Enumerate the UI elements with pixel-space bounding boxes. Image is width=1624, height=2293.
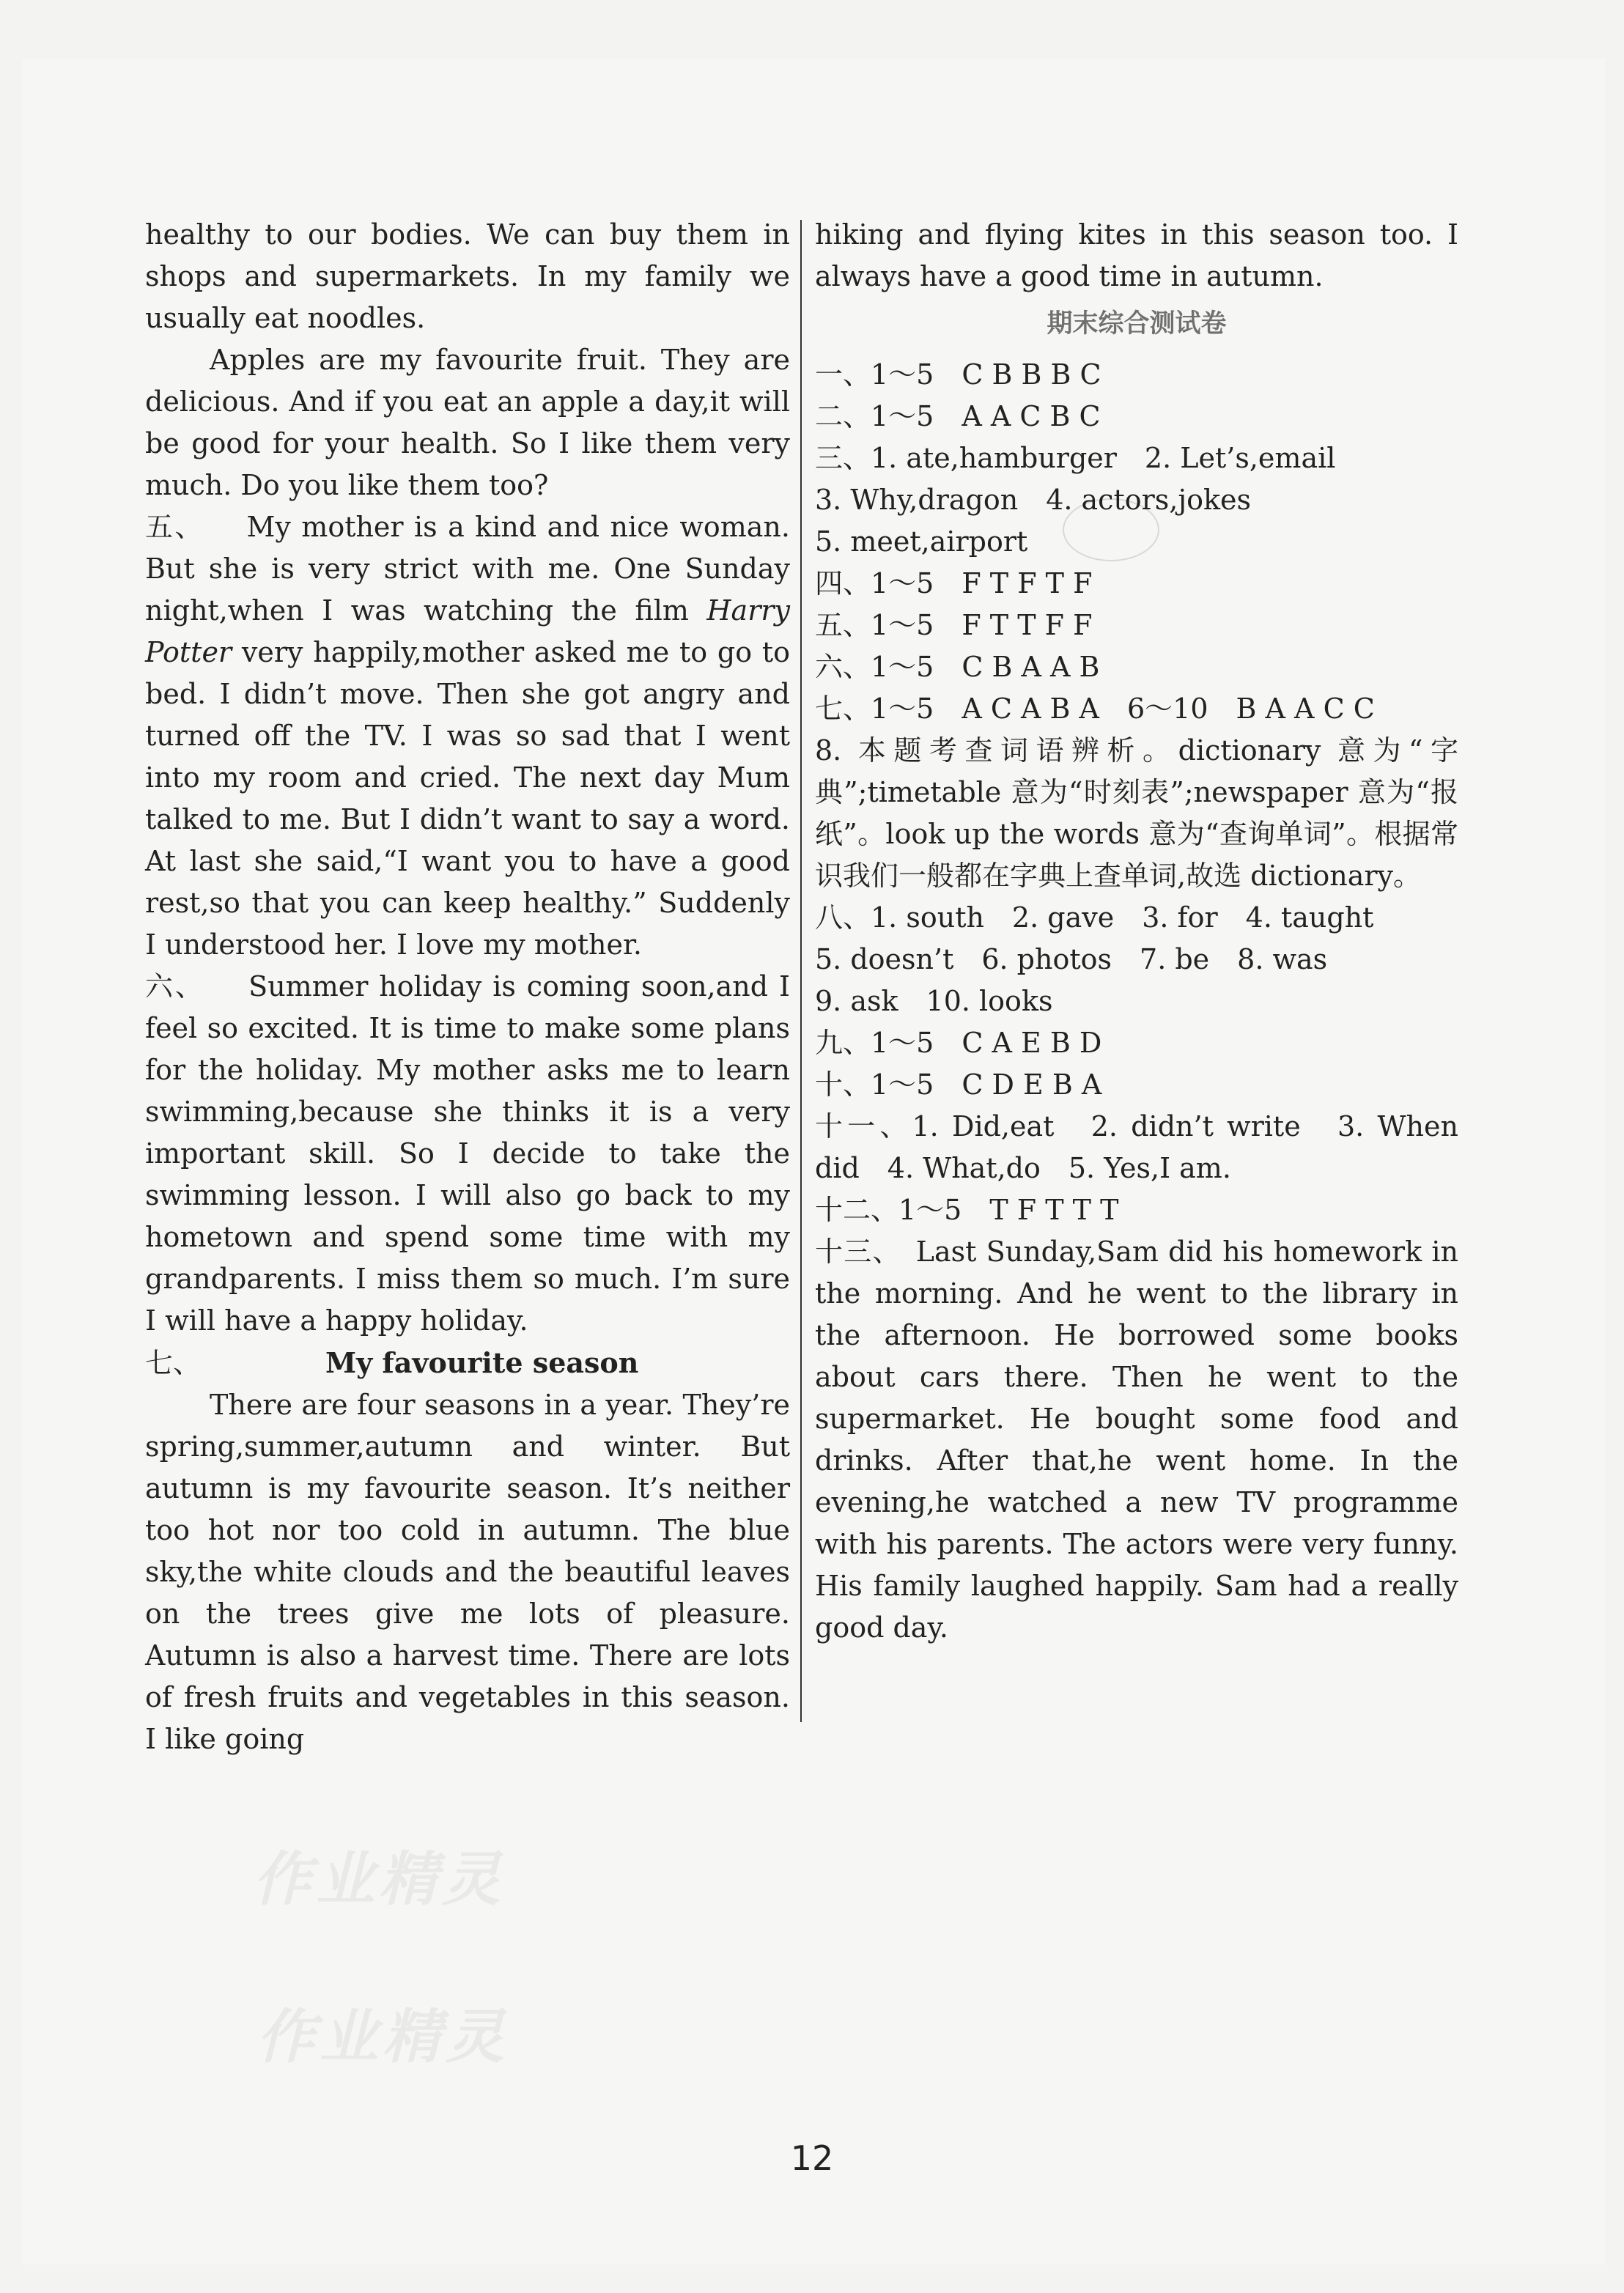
answer-line: 五、1～5 F T T F F [815,609,1093,641]
answer-explanation: 8. 本题考查词语辨析。dictionary 意为“字典”;timetable 意为“时刻表”;newspaper 意为“报纸”。look up the words 意为“查询单词”。根据常识我们一般都在字典上查单词,故选 dictionary。 [815,734,1458,892]
answer-line: 六、1～5 C B A A B [815,651,1100,683]
answer-line: 三、1. ate,hamburger 2. Let’s,email [815,442,1336,474]
answer-text: Summer holiday is coming soon,and I feel so excited. It is time to make some plans for the holiday. My mother asks me to learn swimming,because she thinks it is a very important skill. So I decide to take the swimming lesson. I will also go back to my hometown and spend some time with my grandparents. I miss them so much. I’m sure I will have a happy holiday. [145,970,790,1337]
answer-line: 二、1～5 A A C B C [815,400,1101,432]
watermark: 作业精灵 [256,2003,509,2071]
answer-line: 四、1～5 F T F T F [815,567,1093,599]
watermark: 作业精灵 [253,1845,505,1913]
answer-text: My mother is a kind and nice woman. But she is very strict with me. One Sunday night,when I was watching the film [145,511,790,627]
column-divider [800,220,802,1722]
paragraph: Apples are my favourite fruit. They are delicious. And if you eat an apple a day,it will be good for your health. So I like them very much. Do you like them too? [145,344,790,501]
answer-line: 5. meet,airport [815,525,1028,558]
section-label: 五、 [145,511,204,543]
answer-line: 九、1～5 C A E B D [815,1027,1102,1059]
film-title: Harry Potter [145,594,790,668]
answer-line: 9. ask 10. looks [815,985,1053,1017]
answer-line: 十二、1～5 T F T T T [815,1194,1119,1226]
answer-line: 十一、1. Did,eat 2. didn’t write 3. When did 4. What,do 5. Yes,I am. [815,1110,1458,1184]
answer-five [145,506,790,966]
answer-six [145,966,790,1342]
essay-title: My favourite season [325,1346,639,1379]
answer-line: 一、1～5 C B B B C [815,358,1101,391]
answer-line: 3. Why,dragon 4. actors,jokes [815,484,1252,516]
answer-line: 5. doesn’t 6. photos 7. be 8. was [815,943,1328,975]
paragraph: healthy to our bodies. We can buy them in shops and supermarkets. In my family we usually eat noodles. [145,218,790,334]
section-label: 七、 [145,1347,202,1379]
right-column [815,214,1458,1649]
paragraph: There are four seasons in a year. They’re spring,summer,autumn and winter. But autumn is my favourite season. It’s neither too hot nor too cold in autumn. The blue sky,the white clouds and the beautiful leaves on the trees give me lots of pleasure. Autumn is also a harvest time. There are lots of fresh fruits and vegetables in this season. I like going [145,1389,790,1755]
answer-text: very happily,mother asked me to go to bed. I didn’t move. Then she got angry and turned off the TV. I was so sad that I went into my room and cried. The next day Mum talked to me. But I didn’t want to say a word. At last she said,“I want you to have a good rest,so that you can keep healthy.” Suddenly I understood her. I love my mother. [145,636,790,961]
page-number: 12 [790,2138,834,2178]
section-title: 期末综合测试卷 [1047,309,1227,339]
answer-line: 十、1～5 C D E B A [815,1068,1102,1101]
stamp-watermark [1063,498,1159,561]
left-column [145,214,790,1760]
paragraph: hiking and flying kites in this season too. I always have a good time in autumn. [815,218,1458,292]
answer-line: 八、1. south 2. gave 3. for 4. taught [815,901,1374,934]
answer-essay: 十三、 Last Sunday,Sam did his homework in the morning. And he went to the library in the afternoon. He borrowed some books about cars there. Then he went to the supermarket. He bought some food and drinks. After that,he went home. In the evening,he watched a new TV programme with his parents. The actors were very funny. His family laughed happily. Sam had a really good day. [815,1236,1458,1644]
answer-line: 七、1～5 A C A B A 6～10 B A A C C [815,693,1375,725]
answer-seven-heading [145,1342,790,1384]
section-label: 六、 [145,970,205,1003]
